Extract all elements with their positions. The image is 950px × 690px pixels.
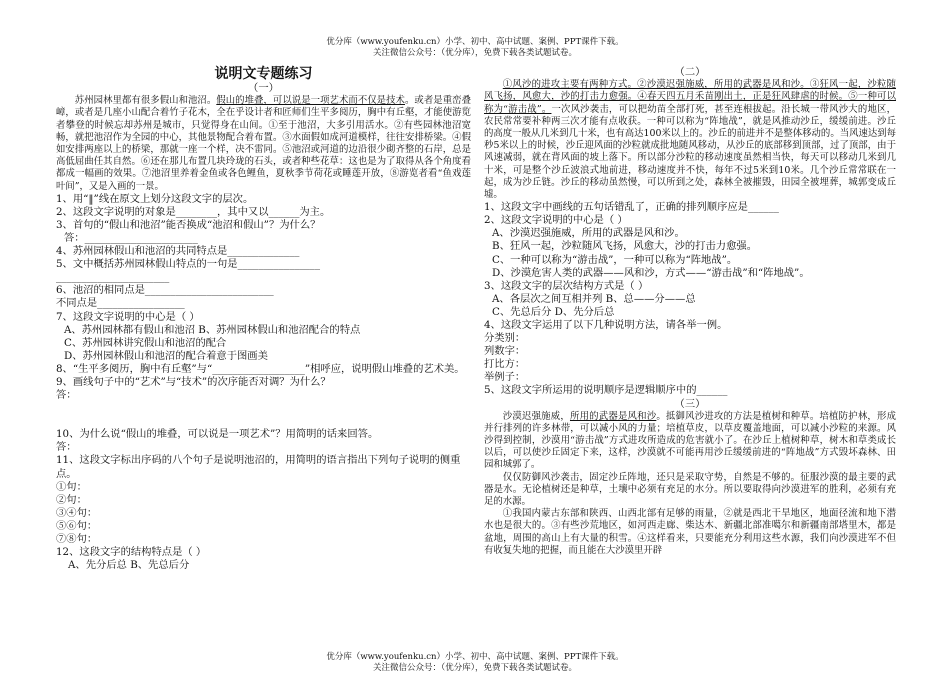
footer-line-2: 关注微信公众号：（优分库），免费下载各类试题试卷。 — [372, 663, 577, 673]
section-3-heading: （三） — [674, 397, 706, 410]
worksheet-title: 说明文专题练习 — [214, 66, 313, 82]
question-10: 10、为什么说“假山的堆叠，可以说是一项艺术”？用简明的话来回答。 — [56, 428, 379, 441]
r-question-2-option-d: D、沙漠危害人类的武器——风和沙，方式——“游击战”和“阵地战”。 — [492, 266, 810, 279]
question-11-item-1: ①句： — [56, 480, 87, 493]
passage-1-underlined-sentence: 假山的堆叠，可以说是一项艺术而不仅是技术 — [216, 95, 405, 107]
question-11-item-5: ⑦⑧句： — [56, 532, 98, 545]
passage-3-para-1 — [484, 411, 896, 472]
r-question-2-option-c: C、一种可以称为“游击战”，一种可以称为“阵地战”。 — [492, 253, 738, 266]
section-2-heading: （二） — [674, 66, 706, 78]
question-12: 12、这段文字的结构特点是（ ） — [56, 546, 207, 559]
r-question-3: 3、这段文字的层次结构方式是（ ） — [484, 279, 649, 292]
passage-2-underlined-sentences: ①风沙的进攻主要有两种方式。②沙漠迟强施威，所用的武器是风和沙。③狂风一起，沙粒随风飞扬，风愈大，沙的打击力愈强。④春天四五月禾苗刚出土，正是狂风肆虐的时候。⑤一种可以称为“游击战”。 — [484, 79, 896, 115]
question-2: 2、这段文字说明的对象是________，其中又以______为主。 — [56, 205, 331, 218]
question-8: 8、“生平多阅历，胸中有丘壑”与“__________________”相呼应，说明假山堆叠的艺术美。 — [56, 362, 465, 375]
passage-3-para-2: 仅仅防御风沙袭击，固定沙丘阵地，还只是采取守势，自然是不够的。征服沙漠的最主要的武器是水。无论植树还是种草，土壤中必须有充足的水分。所以要取得向沙漠进军的胜利，必须有充足的水源。 — [484, 471, 896, 508]
question-7-option-c: C、苏州园林讲究假山和池沼的配合 — [64, 336, 227, 349]
passage-1 — [56, 95, 471, 193]
r-question-4: 4、这段文字运用了以下几种说明方法，请各举一例。 — [484, 318, 728, 331]
question-7-options-ab: A、苏州园林都有假山和池沼 B、苏州园林假山和池沼配合的特点 — [64, 323, 361, 336]
question-1: 1、用“‖”线在原文上划分这段文字的层次。 — [56, 192, 254, 205]
question-11-item-4: ⑤⑥句： — [56, 519, 98, 532]
question-12-options: A、先分后总 B、先总后分 — [68, 559, 190, 572]
question-9: 9、画线句子中的“艺术”与“技术”的次序能否对调？为什么？ — [56, 376, 331, 389]
passage-3-underlined-phrase: 所用的武器是风和沙 — [569, 410, 657, 422]
header-line-2: 关注微信公众号：（优分库），免费下载各类试题试卷。 — [372, 48, 577, 58]
question-5: 5、文中概括苏州园林假山特点的一句是________________ — [56, 258, 320, 271]
passage-3-start: 沙漠迟强施威， — [502, 410, 570, 422]
question-6: 6、池沼的相同点是_________________________ — [56, 284, 274, 297]
question-7-option-d: D、苏州园林假山和池沼的配合着意于图画美 — [64, 349, 268, 362]
r-question-4-numbers: 列数字： — [484, 345, 526, 358]
page-header — [0, 37, 950, 59]
section-1-heading: （一） — [248, 82, 279, 94]
passage-2 — [484, 79, 896, 201]
page-footer — [0, 652, 950, 674]
question-4: 4、苏州园林假山和池沼的共同特点是______________ — [56, 245, 300, 258]
passage-1-rest: 。或者是重峦叠嶂，或者是几座小山配合着竹子花木，全在乎设计者和匠师们生平多阅历，胸中有丘壑，才能使游览者攀登的时候忘却苏州是城市，只觉得身在山间。①至于池沼，大多引用活水。②有些园林池沼宽畅，就把池沼作为全园的中心，其他景物配合着布置。③水面假如成河道模样，往往安排桥梁。④假如安排两座以上的桥梁，那就一座一个样，决不雷同。⑤池沼或河道的边沿很少砌齐整的石岸，总是高低屈曲任其自然。⑥还在那儿布置几块玲珑的石头，或者种些花草：这也是为了取得从各个角度看都成一幅画的效果。⑦池沼里养着金鱼或各色鲤鱼，夏秋季节荷花或睡莲开放，⑧游览者看“鱼戏莲叶间”，又是入画的一景。 — [56, 95, 471, 192]
question-11: 11、这段文字标出序码的八个句子是说明池沼的，用简明的语言指出下列句子说明的侧重点。 — [56, 454, 461, 480]
passage-2-rest: 一次风沙袭击，可以把幼苗全部打死，甚至连根拔起。沿长城一带风沙大的地区，农民常常要补种两三次才能有点收获。一种可以称为“阵地战”，就是风推动沙丘，缓缓前进。沙丘的高度一般从几米到几十米，也有高达100米以上的。沙丘的前进并不是整体移动的。当风速达到每秒5米以上的时候，沙丘迎风面的沙粒就成批地随风移动，从沙丘的底部移到顶部，过了顶部，由于风速减弱，就在背风面的坡上落下。所以部分沙粒的移动速度虽然相当快，每天可以移动几米到几十米，可是整个沙丘波浪式地前进，移动速度并不快，每年不过5米到10米。几个沙丘常常联在一起，成为沙丘链。沙丘的移动虽然慢，可以所到之处，森林全被摧毁，田园全被埋葬，城郭变成丘墟。 — [484, 103, 896, 200]
question-9-answer: 答： — [56, 389, 77, 402]
question-10-answer: 答： — [56, 441, 77, 454]
left-column — [56, 66, 471, 572]
question-11-item-3: ③④句： — [56, 506, 98, 519]
question-3-answer-line: 答：______________________ — [64, 232, 198, 244]
r-question-4-classification: 分类别： — [484, 332, 526, 345]
header-line-1: 优分库（www.youfenku.cn）小学、初中、高中试题、案例、PPT课件下载。 — [326, 37, 624, 47]
question-6-part-b: 不同点是_________________ — [56, 297, 185, 310]
r-question-2-option-b: B、狂风一起，沙粒随风飞扬，风愈大，沙的打击力愈强。 — [492, 240, 757, 253]
r-question-4-example: 举例子： — [484, 371, 526, 384]
r-question-4-analogy: 打比方： — [484, 358, 526, 371]
r-question-3-options-ab: A、各层次之间互相并列 B、总——分——总 — [492, 292, 696, 305]
r-question-5: 5、这段文字所运用的说明顺序是逻辑顺序中的______ — [484, 384, 728, 397]
question-11-item-2: ②句： — [56, 493, 87, 506]
passage-3-rest: 。抵御风沙进攻的方法是植树和种草。培植防护林，形成并行排列的许多林带，可以减小风的力量；培植草皮，以草皮覆盖地面，可以减小沙粒的来源。风沙得到控制，沙漠用“游击战”方式进攻所造成的危害就小了。在沙丘上植树种草，树木和草类成长以后，可以使沙丘固定下来，这样，沙漠就不可能再用沙丘缓缓前进的“阵地战”方式毁坏森林、田园和城郭了。 — [484, 410, 896, 471]
footer-line-1: 优分库（www.youfenku.cn）小学、初中、高中试题、案例、PPT课件下载。 — [326, 652, 624, 662]
question-3: 3、首句的“假山和池沼”能否换成“池沼和假山”？为什么？ — [56, 218, 321, 231]
question-5-answer-line: ______________________ — [56, 271, 170, 284]
question-7: 7、这段文字说明的中心是（ ） — [56, 310, 200, 323]
spacer — [56, 402, 471, 428]
r-question-3-options-cd: C、先总后分 D、先分后总 — [492, 305, 615, 318]
passage-3-para-3: ①我国内蒙古东部和陕西、山西北部有足够的雨量，②就是西北干旱地区，地面径流和地下潜水也是很大的。③有些沙荒地区，如河西走廊、柴达木、新疆北部准噶尔和新疆南部塔里木，都是盆地，周围的高山上有大量的积雪。④这样看来，只要能充分利用这些水源，我们向沙漠进军不但有收复失地的把握，而且能在大沙漠里开辟 — [484, 508, 896, 556]
r-question-2: 2、这段文字说明的中心是（ ） — [484, 214, 628, 227]
r-question-2-option-a: A、沙漠迟强施威，所用的武器是风和沙。 — [492, 227, 685, 240]
right-column — [484, 66, 896, 557]
r-question-1: 1、这段文字中画线的五句话错乱了，正确的排列顺序应是______ — [484, 201, 779, 214]
passage-1-start: 苏州园林里都有很多假山和池沼。 — [74, 95, 217, 107]
